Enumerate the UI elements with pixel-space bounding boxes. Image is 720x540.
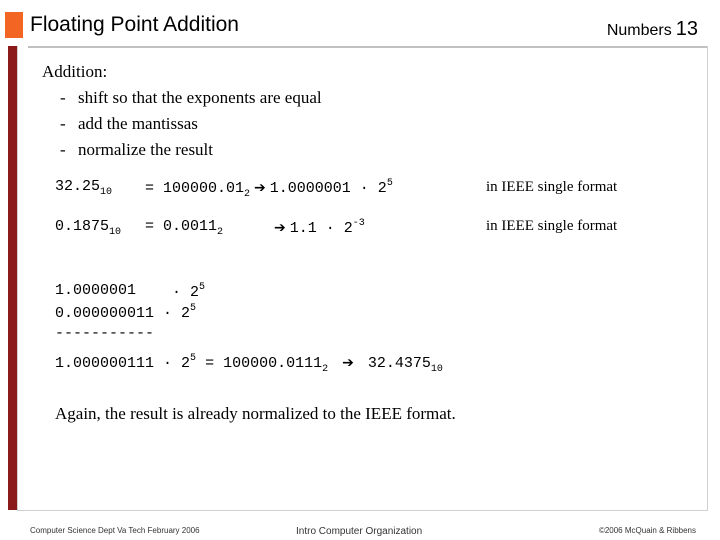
bullet-dash: - [60, 140, 66, 159]
bullet-dash: - [60, 114, 66, 133]
left-accent-bar [8, 46, 17, 510]
step-item [42, 85, 322, 111]
sum-result-row: $1.000000111 \cdot 2^5 = 100000.0111_2$ ➔ $32.4375_{10}$ [55, 353, 443, 375]
step-item [42, 111, 322, 137]
sum-divider: ----------- [55, 325, 155, 342]
result-decimal-base: 10 [430, 364, 443, 375]
addend-row: $0.000000011 \cdot 2^5$ [55, 303, 197, 322]
addend-row [55, 282, 136, 299]
section-label [607, 18, 698, 41]
result-binary: 100000.0111 [223, 355, 323, 372]
normalized-value: 1.0000001 [269, 180, 351, 197]
exponent: 5 [190, 303, 197, 314]
format-note: in IEEE single format [486, 218, 618, 234]
binary-value: 0.0011 [163, 218, 218, 235]
normalized-value: 1.1 [289, 220, 317, 237]
closing-statement: Again, the result is already normalized to the IEEE format. [55, 404, 456, 423]
right-arrow-icon: ➔ [342, 355, 354, 371]
section-name: Numbers [606, 22, 672, 39]
step-item [42, 137, 322, 163]
slide-title: Floating Point Addition [30, 13, 239, 36]
exponent: 5 [386, 178, 393, 189]
bullet-dash: - [60, 88, 66, 107]
footer-right: ©2006 McQuain & Ribbens [598, 526, 696, 535]
decimal-value: 0.1875 [55, 218, 110, 235]
decimal-value: 32.25 [55, 178, 101, 195]
right-arrow-icon: ➔ [254, 180, 266, 196]
right-border-line [707, 46, 708, 510]
header-divider [28, 46, 708, 48]
conversion-row [55, 218, 121, 238]
right-arrow-icon: ➔ [274, 220, 286, 236]
binary-base: 2 [217, 227, 224, 238]
exponent: -3 [352, 218, 365, 229]
conversion-expression: = $100000.01_2$ ➔ $1.0000001 \cdot 2^5$ [145, 178, 393, 200]
addition-steps [42, 59, 322, 163]
bottom-border-line [17, 510, 708, 511]
step-text: shift so that the exponents are equal [78, 88, 322, 107]
result-binary-base: 2 [322, 364, 329, 375]
addend-value: 0.000000011 [55, 305, 155, 322]
footer-left: Computer Science Dept Va Tech February 2006 [30, 526, 200, 535]
binary-base: 2 [244, 189, 251, 200]
normalized-expression: ➔ $1.1 \cdot 2^{-3}$ [274, 218, 365, 237]
format-note: in IEEE single format [486, 179, 618, 195]
result-decimal: 32.4375 [367, 355, 431, 372]
decimal-base: 10 [109, 227, 122, 238]
left-border-line [17, 46, 18, 510]
exponent: 5 [190, 353, 197, 364]
title-accent-square [5, 12, 23, 38]
footer-center: Intro Computer Organization [296, 526, 423, 537]
step-text: normalize the result [78, 140, 214, 159]
decimal-base: 10 [100, 187, 113, 198]
exponent: 5 [199, 282, 206, 293]
addend-value: 1.0000001 [55, 282, 137, 299]
conversion-expression: = $0.0011_2$ [145, 218, 224, 238]
binary-value: 100000.01 [163, 180, 245, 197]
steps-heading: Addition: [42, 62, 108, 81]
conversion-row [55, 178, 112, 198]
addend-exponent-expr: · $2^5$ [172, 282, 206, 301]
page-number: 13 [675, 18, 698, 40]
step-text: add the mantissas [78, 114, 198, 133]
result-value: 1.000000111 [55, 355, 155, 372]
